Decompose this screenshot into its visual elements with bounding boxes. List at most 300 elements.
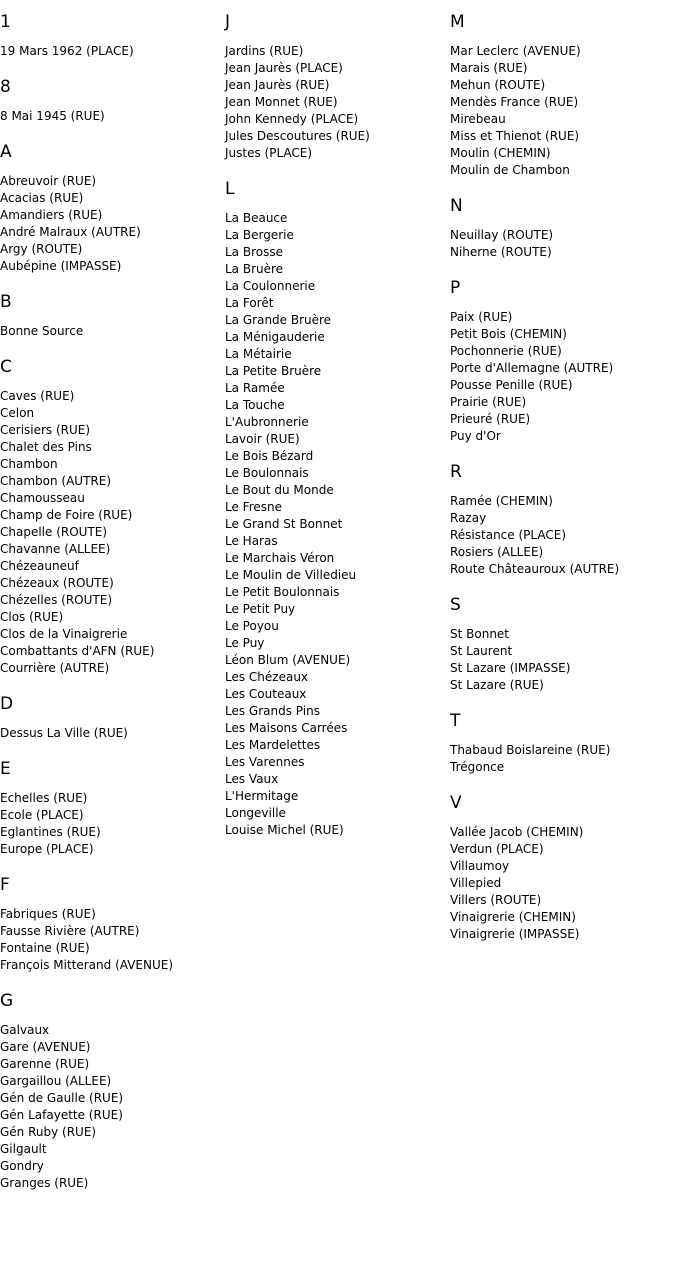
street-list [0, 1022, 225, 1192]
street-link[interactable]: Mendès France (RUE) [450, 95, 579, 109]
street-list-item [225, 482, 450, 499]
street-list-item [450, 544, 675, 561]
street-link[interactable]: Gare (AVENUE) [0, 1040, 91, 1054]
street-link[interactable]: La Métairie [225, 347, 292, 361]
street-link[interactable]: Villaumoy [450, 859, 510, 873]
street-list [450, 742, 675, 776]
street-link[interactable]: Gilgault [0, 1142, 47, 1156]
street-list-item [450, 510, 675, 527]
street-link[interactable]: Garenne (RUE) [0, 1057, 90, 1071]
street-list-item [225, 567, 450, 584]
street-list-item [0, 957, 225, 974]
street-link[interactable]: La Bergerie [225, 228, 294, 242]
street-list-item [225, 380, 450, 397]
street-list-item [450, 309, 675, 326]
street-link[interactable]: Chambon (AUTRE) [0, 474, 112, 488]
street-link[interactable]: Jean Jaurès (RUE) [225, 78, 330, 92]
letter-heading: 8 [0, 77, 11, 97]
street-link[interactable]: Puy d'Or [450, 429, 501, 443]
street-list-item [225, 145, 450, 162]
street-list-item [0, 173, 225, 190]
street-list-item [225, 363, 450, 380]
street-list-item [450, 428, 675, 445]
street-link[interactable]: Mirebeau [450, 112, 506, 126]
street-list-item [225, 669, 450, 686]
street-link[interactable]: La Coulonnerie [225, 279, 316, 293]
letter-group [450, 711, 675, 776]
street-link[interactable]: Le Marchais Véron [225, 551, 335, 565]
street-link[interactable]: Chézeauneuf [0, 559, 79, 573]
street-link[interactable]: Vinaigrerie (IMPASSE) [450, 927, 580, 941]
street-link[interactable]: Acacias (RUE) [0, 191, 84, 205]
street-list-item [0, 923, 225, 940]
street-list-item [450, 411, 675, 428]
street-link[interactable]: Les Maisons Carrées [225, 721, 348, 735]
letter-heading: 1 [0, 12, 11, 32]
street-link[interactable]: John Kennedy (PLACE) [225, 112, 359, 126]
street-list-item [450, 660, 675, 677]
street-link[interactable]: Clos de la Vinaigrerie [0, 627, 128, 641]
street-list-item [225, 295, 450, 312]
street-link[interactable]: Petit Bois (CHEMIN) [450, 327, 567, 341]
street-list [0, 173, 225, 275]
street-link[interactable]: Verdun (PLACE) [450, 842, 544, 856]
street-list-item [225, 584, 450, 601]
street-link[interactable]: André Malraux (AUTRE) [0, 225, 141, 239]
street-link[interactable]: Lavoir (RUE) [225, 432, 300, 446]
letter-group [0, 759, 225, 858]
street-list-item [450, 759, 675, 776]
street-link[interactable]: Moulin (CHEMIN) [450, 146, 551, 160]
street-link[interactable]: La Bruère [225, 262, 284, 276]
letter-group [0, 357, 225, 677]
street-list-item [225, 414, 450, 431]
street-link[interactable]: Moulin de Chambon [450, 163, 570, 177]
street-list-item [0, 43, 225, 60]
street-link[interactable]: Les Vaux [225, 772, 279, 786]
street-link[interactable]: Les Grands Pins [225, 704, 320, 718]
street-list [225, 210, 450, 839]
street-list-item [450, 909, 675, 926]
street-list-item [450, 493, 675, 510]
street-list-item [450, 94, 675, 111]
street-list-item [450, 824, 675, 841]
street-list-item [225, 278, 450, 295]
letter-heading: S [450, 595, 461, 615]
street-list-item [450, 111, 675, 128]
street-link[interactable]: La Grande Bruère [225, 313, 332, 327]
index-column [225, 0, 450, 856]
street-link[interactable]: Abreuvoir (RUE) [0, 174, 97, 188]
street-list-item [0, 1073, 225, 1090]
street-link[interactable]: Rosiers (ALLEE) [450, 545, 544, 559]
street-link[interactable]: 8 Mai 1945 (RUE) [0, 109, 105, 123]
letter-group [0, 991, 225, 1192]
street-link[interactable]: Bonne Source [0, 324, 84, 338]
letter-group [450, 462, 675, 578]
street-link[interactable]: La Ménigauderie [225, 330, 325, 344]
street-link[interactable]: Eglantines (RUE) [0, 825, 101, 839]
street-list-item [225, 94, 450, 111]
street-link[interactable]: Léon Blum (AVENUE) [225, 653, 351, 667]
street-list-item [225, 128, 450, 145]
letter-group [0, 142, 225, 275]
street-list-item [450, 162, 675, 179]
street-link[interactable]: Combattants d'AFN (RUE) [0, 644, 155, 658]
letter-heading: C [0, 357, 12, 377]
street-list-item [225, 43, 450, 60]
letter-group [0, 875, 225, 974]
street-link[interactable]: François Mitterand (AVENUE) [0, 958, 174, 972]
street-list-item [0, 224, 225, 241]
street-list [450, 824, 675, 943]
street-list-item [450, 43, 675, 60]
street-link[interactable]: Fabriques (RUE) [0, 907, 96, 921]
letter-group [450, 793, 675, 943]
street-link[interactable]: Chalet des Pins [0, 440, 92, 454]
street-link[interactable]: Echelles (RUE) [0, 791, 88, 805]
street-link[interactable]: Europe (PLACE) [0, 842, 94, 856]
street-link[interactable]: Gén de Gaulle (RUE) [0, 1091, 124, 1105]
street-link[interactable]: Niherne (ROUTE) [450, 245, 552, 259]
street-list-item [450, 926, 675, 943]
street-list-item [450, 841, 675, 858]
street-list-item [450, 326, 675, 343]
letter-group [0, 77, 225, 125]
street-list-item [225, 618, 450, 635]
street-link[interactable]: Le Petit Boulonnais [225, 585, 340, 599]
street-list-item [0, 1175, 225, 1192]
street-list-item [0, 906, 225, 923]
street-link[interactable]: Galvaux [0, 1023, 50, 1037]
street-list-item [225, 771, 450, 788]
street-list-item [0, 1124, 225, 1141]
street-list-item [0, 541, 225, 558]
street-list-item [225, 499, 450, 516]
street-link[interactable]: Trégonce [450, 760, 505, 774]
street-list-item [225, 533, 450, 550]
street-list-item [450, 643, 675, 660]
street-link[interactable]: Neuillay (ROUTE) [450, 228, 554, 242]
street-link[interactable]: Chézeaux (ROUTE) [0, 576, 114, 590]
street-list [0, 906, 225, 974]
street-list-item [450, 875, 675, 892]
street-list-item [0, 323, 225, 340]
street-list-item [450, 742, 675, 759]
street-list-item [0, 473, 225, 490]
street-link[interactable]: Marais (RUE) [450, 61, 528, 75]
street-link[interactable]: Les Mardelettes [225, 738, 321, 752]
letter-group [450, 278, 675, 445]
street-list-item [225, 261, 450, 278]
street-list [450, 227, 675, 261]
street-list-item [0, 258, 225, 275]
street-link[interactable]: Ramée (CHEMIN) [450, 494, 553, 508]
street-link[interactable]: St Lazare (IMPASSE) [450, 661, 571, 675]
street-list-item [450, 858, 675, 875]
letter-group [0, 694, 225, 742]
street-list-item [225, 516, 450, 533]
street-link[interactable]: Chapelle (ROUTE) [0, 525, 108, 539]
street-link[interactable]: St Laurent [450, 644, 513, 658]
street-list-item [0, 626, 225, 643]
street-link[interactable]: Argy (ROUTE) [0, 242, 83, 256]
street-list-item [0, 824, 225, 841]
street-list-item [225, 652, 450, 669]
street-link[interactable]: Le Poyou [225, 619, 279, 633]
street-link[interactable]: Villers (ROUTE) [450, 893, 542, 907]
street-link[interactable]: Résistance (PLACE) [450, 528, 566, 542]
street-link[interactable]: Prairie (RUE) [450, 395, 527, 409]
street-link[interactable]: Chamousseau [0, 491, 85, 505]
letter-heading: T [450, 711, 461, 731]
street-list-item [0, 807, 225, 824]
street-link[interactable]: Pousse Penille (RUE) [450, 378, 573, 392]
street-link[interactable]: Pochonnerie (RUE) [450, 344, 562, 358]
street-list-item [450, 60, 675, 77]
street-list-item [225, 60, 450, 77]
street-list-item [0, 490, 225, 507]
street-list-item [225, 210, 450, 227]
street-link[interactable]: Jules Descoutures (RUE) [225, 129, 370, 143]
street-list-item [450, 77, 675, 94]
street-link[interactable]: Gén Lafayette (RUE) [0, 1108, 123, 1122]
street-list-item [225, 397, 450, 414]
street-link[interactable]: St Bonnet [450, 627, 510, 641]
street-list-item [225, 111, 450, 128]
street-list [450, 626, 675, 694]
letter-heading: E [0, 759, 11, 779]
street-link[interactable]: Le Puy [225, 636, 265, 650]
street-link[interactable]: Les Varennes [225, 755, 305, 769]
street-link[interactable]: Longeville [225, 806, 286, 820]
street-link[interactable]: Le Bois Bézard [225, 449, 314, 463]
street-list-item [225, 720, 450, 737]
letter-heading: R [450, 462, 462, 482]
street-link[interactable]: Le Boulonnais [225, 466, 309, 480]
street-list-item [225, 312, 450, 329]
street-link[interactable]: La Beauce [225, 211, 288, 225]
street-link[interactable]: L'Hermitage [225, 789, 299, 803]
street-list-item [225, 448, 450, 465]
street-list-item [450, 360, 675, 377]
street-link[interactable]: Le Moulin de Villedieu [225, 568, 357, 582]
street-list-item [0, 241, 225, 258]
street-list-item [0, 1107, 225, 1124]
street-list-item [450, 227, 675, 244]
street-list [0, 790, 225, 858]
street-link[interactable]: Prieuré (RUE) [450, 412, 531, 426]
letter-group [0, 292, 225, 340]
street-link[interactable]: Le Haras [225, 534, 278, 548]
street-list-item [0, 660, 225, 677]
street-list-item [225, 550, 450, 567]
street-list-item [225, 227, 450, 244]
street-link[interactable]: Amandiers (RUE) [0, 208, 103, 222]
street-link[interactable]: Ecole (PLACE) [0, 808, 84, 822]
street-list-item [450, 145, 675, 162]
street-link[interactable]: Louise Michel (RUE) [225, 823, 344, 837]
street-link[interactable]: Jardins (RUE) [225, 44, 304, 58]
street-list-item [225, 703, 450, 720]
street-list-item [0, 422, 225, 439]
street-link[interactable]: Clos (RUE) [0, 610, 64, 624]
street-list [0, 388, 225, 677]
street-list-item [0, 108, 225, 125]
street-list-item [225, 77, 450, 94]
letter-group [225, 179, 450, 839]
street-link[interactable]: Le Petit Puy [225, 602, 296, 616]
street-link[interactable]: Dessus La Ville (RUE) [0, 726, 128, 740]
street-link[interactable]: Chavanne (ALLEE) [0, 542, 111, 556]
street-link[interactable]: St Lazare (RUE) [450, 678, 544, 692]
street-link[interactable]: Fontaine (RUE) [0, 941, 90, 955]
street-link[interactable]: Les Couteaux [225, 687, 307, 701]
street-link[interactable]: Les Chézeaux [225, 670, 309, 684]
letter-heading: F [0, 875, 10, 895]
street-link[interactable]: Porte d'Allemagne (AUTRE) [450, 361, 614, 375]
street-list-item [0, 1039, 225, 1056]
letter-group [450, 12, 675, 179]
street-list-item [225, 686, 450, 703]
street-list-item [0, 405, 225, 422]
letter-group [0, 12, 225, 60]
letter-heading: J [225, 12, 231, 32]
street-link[interactable]: Le Bout du Monde [225, 483, 334, 497]
street-list-item [225, 635, 450, 652]
street-list [450, 309, 675, 445]
street-link[interactable]: La Petite Bruère [225, 364, 322, 378]
street-link[interactable]: Gén Ruby (RUE) [0, 1125, 97, 1139]
street-list-item [450, 561, 675, 578]
street-list [0, 725, 225, 742]
street-list-item [225, 788, 450, 805]
street-list-item [450, 343, 675, 360]
street-list [450, 43, 675, 179]
street-link[interactable]: Jean Jaurès (PLACE) [225, 61, 343, 75]
street-list-item [0, 524, 225, 541]
street-link[interactable]: Cerisiers (RUE) [0, 423, 91, 437]
street-list-item [0, 388, 225, 405]
index-column [0, 0, 225, 1209]
street-link[interactable]: La Touche [225, 398, 285, 412]
letter-group [225, 12, 450, 162]
street-link[interactable]: Celon [0, 406, 35, 420]
street-link[interactable]: Vallée Jacob (CHEMIN) [450, 825, 584, 839]
street-list-item [450, 626, 675, 643]
street-list-item [0, 643, 225, 660]
street-link[interactable]: Razay [450, 511, 487, 525]
street-list-item [0, 725, 225, 742]
street-list [225, 43, 450, 162]
street-list-item [0, 507, 225, 524]
street-list-item [0, 575, 225, 592]
street-link[interactable]: Fausse Rivière (AUTRE) [0, 924, 140, 938]
street-link[interactable]: Champ de Foire (RUE) [0, 508, 133, 522]
street-list-item [225, 329, 450, 346]
letter-heading: D [0, 694, 14, 714]
street-list [0, 108, 225, 125]
street-list-item [0, 790, 225, 807]
letter-group [450, 595, 675, 694]
street-list-item [0, 609, 225, 626]
street-link[interactable]: Chambon [0, 457, 58, 471]
street-link[interactable]: L'Aubronnerie [225, 415, 309, 429]
street-link[interactable]: La Brosse [225, 245, 283, 259]
street-list-item [225, 431, 450, 448]
street-list-item [225, 822, 450, 839]
street-link[interactable]: Justes (PLACE) [225, 146, 313, 160]
letter-heading: A [0, 142, 12, 162]
letter-heading: L [225, 179, 235, 199]
street-list-item [225, 244, 450, 261]
letter-heading: G [0, 991, 14, 1011]
street-list-item [0, 841, 225, 858]
street-link[interactable]: Vinaigrerie (CHEMIN) [450, 910, 576, 924]
letter-heading: B [0, 292, 12, 312]
street-list [0, 323, 225, 340]
street-list-item [0, 207, 225, 224]
street-link[interactable]: 19 Mars 1962 (PLACE) [0, 44, 134, 58]
street-link[interactable]: Le Fresne [225, 500, 282, 514]
street-list [450, 493, 675, 578]
letter-heading: M [450, 12, 465, 32]
street-list-item [450, 128, 675, 145]
street-list-item [450, 677, 675, 694]
street-list-item [225, 754, 450, 771]
letter-group [450, 196, 675, 261]
letter-heading: V [450, 793, 462, 813]
street-link[interactable]: Gargaillou (ALLEE) [0, 1074, 112, 1088]
street-list-item [450, 244, 675, 261]
street-link[interactable]: Miss et Thienot (RUE) [450, 129, 580, 143]
street-link[interactable]: La Ramée [225, 381, 285, 395]
street-list-item [0, 1158, 225, 1175]
street-list-item [0, 439, 225, 456]
street-link[interactable]: Courrière (AUTRE) [0, 661, 110, 675]
street-link[interactable]: Chézelles (ROUTE) [0, 593, 113, 607]
street-link[interactable]: Paix (RUE) [450, 310, 513, 324]
street-list-item [225, 805, 450, 822]
street-list-item [450, 892, 675, 909]
street-list [0, 43, 225, 60]
street-list-item [450, 377, 675, 394]
street-link[interactable]: La Forêt [225, 296, 274, 310]
street-link[interactable]: Route Châteauroux (AUTRE) [450, 562, 620, 576]
street-list-item [0, 558, 225, 575]
street-link[interactable]: Villepied [450, 876, 502, 890]
street-list-item [225, 737, 450, 754]
letter-heading: P [450, 278, 461, 298]
street-link[interactable]: Jean Monnet (RUE) [225, 95, 338, 109]
street-list-item [0, 456, 225, 473]
street-list-item [0, 1022, 225, 1039]
street-list-item [0, 190, 225, 207]
street-link[interactable]: Le Grand St Bonnet [225, 517, 343, 531]
street-link[interactable]: Aubépine (IMPASSE) [0, 259, 122, 273]
index-column [450, 0, 675, 960]
street-list-item [225, 346, 450, 363]
letter-heading: N [450, 196, 463, 216]
street-link[interactable]: Caves (RUE) [0, 389, 75, 403]
street-link[interactable]: Gondry [0, 1159, 44, 1173]
street-link[interactable]: Mehun (ROUTE) [450, 78, 546, 92]
street-link[interactable]: Thabaud Boislareine (RUE) [450, 743, 611, 757]
street-list-item [0, 1056, 225, 1073]
street-list-item [0, 1090, 225, 1107]
street-link[interactable]: Granges (RUE) [0, 1176, 89, 1190]
street-link[interactable]: Mar Leclerc (AVENUE) [450, 44, 581, 58]
